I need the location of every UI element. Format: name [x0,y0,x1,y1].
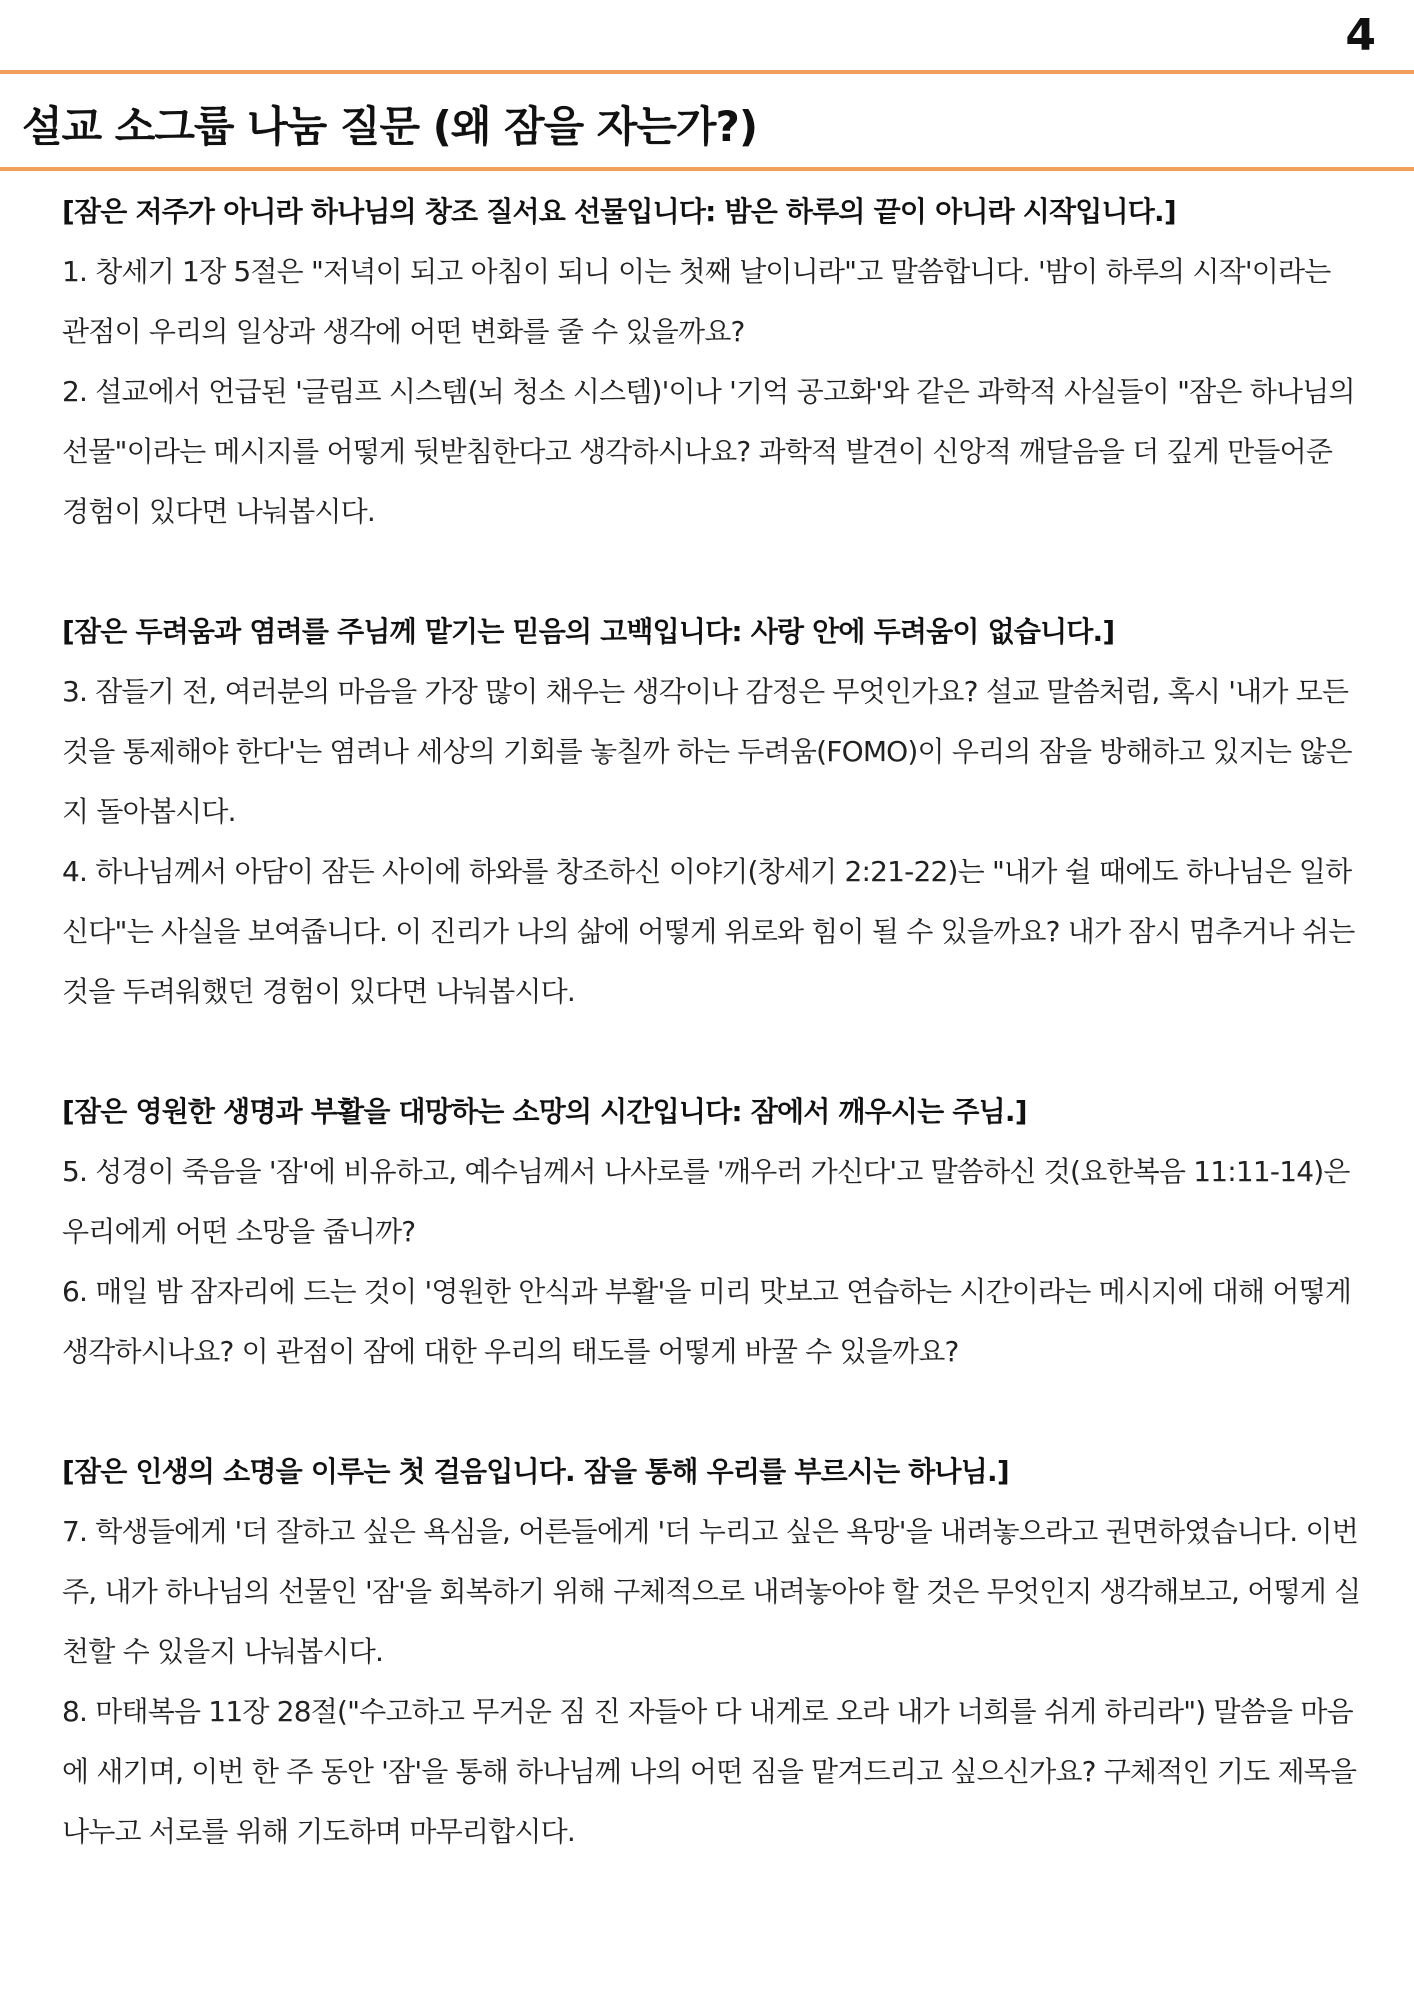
question-item: 4. 하나님께서 아담이 잠든 사이에 하와를 창조하신 이야기(창세기 2:21-22)는 "내가 쉴 때에도 하나님은 일하신다"는 사실을 보여줍니다. 이 진리가 나의 삶에 어떻게 위로와 힘이 될 수 있을까요? 내가 잠시 멈추거나 쉬는 것을 두려워했던 경험이 있다면 나눠봅시다. [62,855,1355,1008]
section-heading: [잠은 인생의 소명을 이루는 첫 걸음입니다. 잠을 통해 우리를 부르시는 하나님.] [62,1455,1009,1488]
page-title: 설교 소그룹 나눔 질문 (왜 잠을 자는가?) [22,102,758,151]
question-list [62,182,1362,1922]
question-item: 3. 잠들기 전, 여러분의 마음을 가장 많이 채우는 생각이나 감정은 무엇인가요? 설교 말씀처럼, 혹시 '내가 모든 것을 통제해야 한다'는 염려나 세상의 기회를 놓칠까 하는 두려움(FOMO)이 우리의 잠을 방해하고 있지는 않은지 돌아봅시다. [62,675,1352,828]
section-sleep-as-gift [62,182,1362,542]
section-heading: [잠은 두려움과 염려를 주님께 맡기는 믿음의 고백입니다: 사랑 안에 두려움이 없습니다.] [62,615,1115,648]
question-item: 1. 창세기 1장 5절은 "저녁이 되고 아침이 되니 이는 첫째 날이니라"고 말씀합니다. '밤이 하루의 시작'이라는 관점이 우리의 일상과 생각에 어떤 변화를 줄 수 있을까요? [62,255,1331,348]
section-heading: [잠은 저주가 아니라 하나님의 창조 질서요 선물입니다: 밤은 하루의 끝이 아니라 시작입니다.] [62,195,1176,228]
question-item: 8. 마태복음 11장 28절("수고하고 무거운 짐 진 자들아 다 내게로 오라 내가 너희를 쉬게 하리라") 말씀을 마음에 새기며, 이번 한 주 동안 '잠'을 통해 하나님께 나의 어떤 짐을 맡겨드리고 싶으신가요? 구체적인 기도 제목을 나누고 서로를 위해 기도하며 마무리합시다. [62,1695,1357,1848]
question-item: 7. 학생들에게 '더 잘하고 싶은 욕심을, 어른들에게 '더 누리고 싶은 욕망'을 내려놓으라고 권면하였습니다. 이번 주, 내가 하나님의 선물인 '잠'을 회복하기 위해 구체적으로 내려놓아야 할 것은 무엇인지 생각해보고, 어떻게 실천할 수 있을지 나눠봅시다. [62,1515,1361,1668]
section-heading: [잠은 영원한 생명과 부활을 대망하는 소망의 시간입니다: 잠에서 깨우시는 주님.] [62,1095,1027,1128]
question-item: 6. 매일 밤 잠자리에 드는 것이 '영원한 안식과 부활'을 미리 맛보고 연습하는 시간이라는 메시지에 대해 어떻게 생각하시나요? 이 관점이 잠에 대한 우리의 태도를 어떻게 바꿀 수 있을까요? [62,1275,1352,1368]
section-sleep-as-hope [62,1082,1362,1382]
question-item: 5. 성경이 죽음을 '잠'에 비유하고, 예수님께서 나사로를 '깨우러 가신다'고 말씀하신 것(요한복음 11:11-14)은 우리에게 어떤 소망을 줍니까? [62,1155,1350,1248]
section-sleep-as-faith [62,602,1362,1022]
section-sleep-as-calling [62,1442,1362,1862]
top-divider [0,70,1414,74]
question-item: 2. 설교에서 언급된 '글림프 시스템(뇌 청소 시스템)'이나 '기억 공고화'와 같은 과학적 사실들이 "잠은 하나님의 선물"이라는 메시지를 어떻게 뒷받침한다고 생각하시나요? 과학적 발견이 신앙적 깨달음을 더 깊게 만들어준 경험이 있다면 나눠봅시다. [62,375,1355,528]
title-divider [0,167,1414,171]
page-number: 4 [1345,10,1376,61]
